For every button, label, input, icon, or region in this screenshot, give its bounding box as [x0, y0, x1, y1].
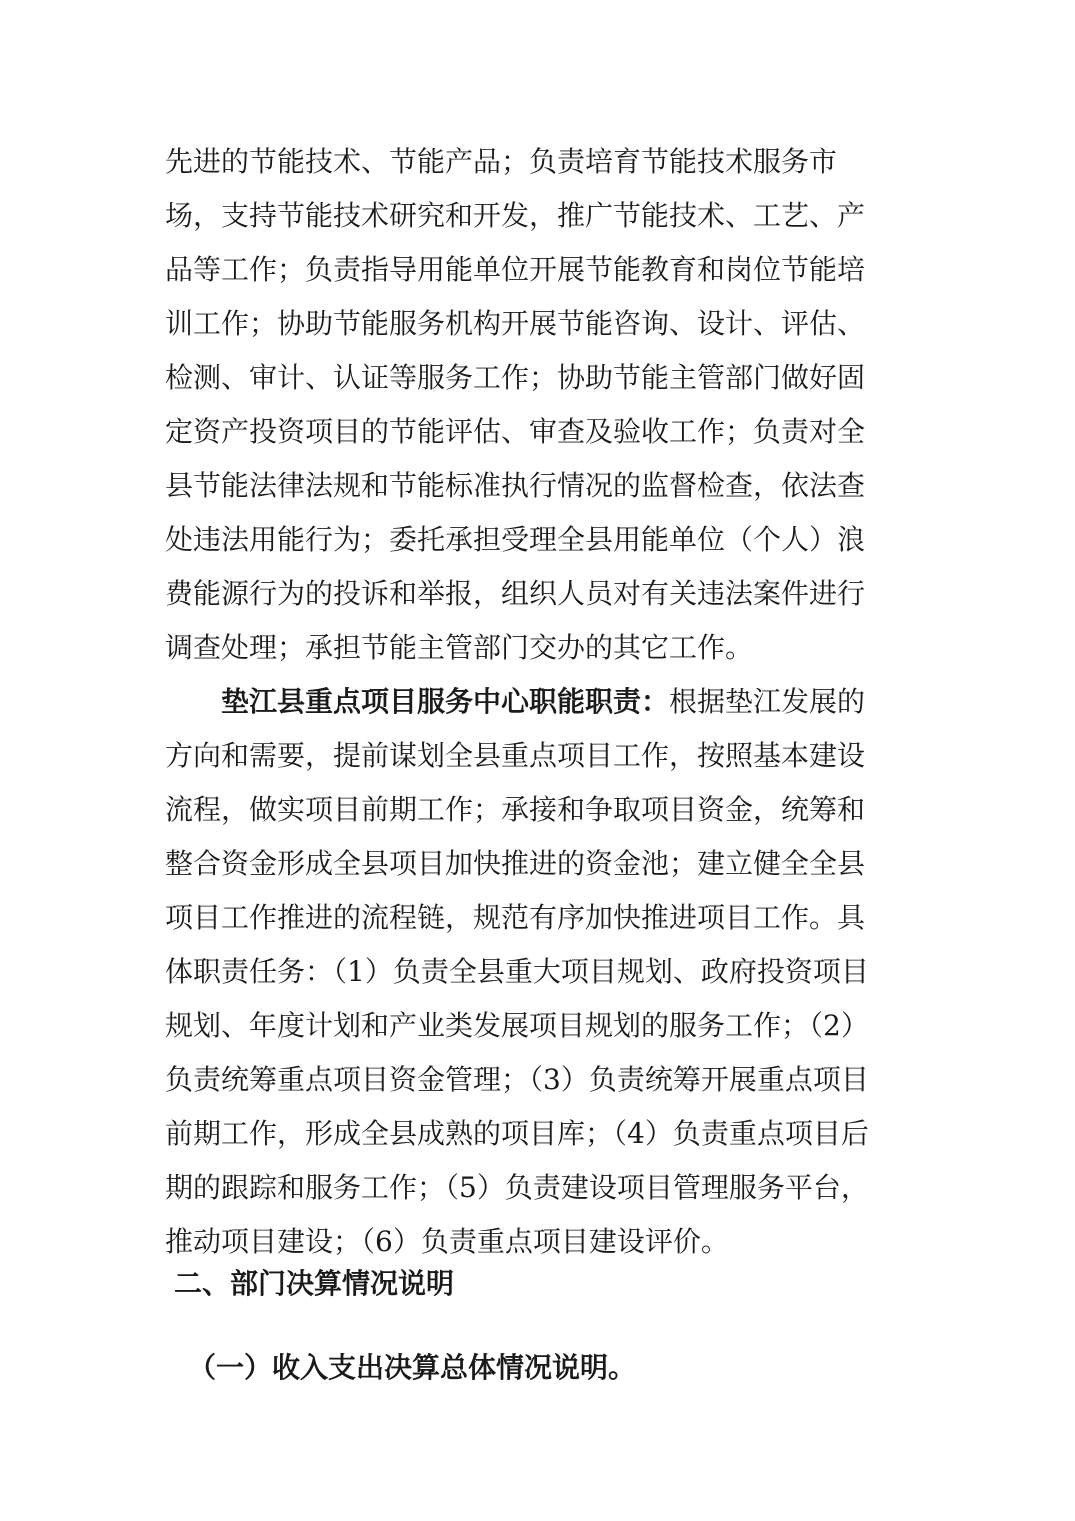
text-line: 检测、审计、认证等服务工作；协助节能主管部门做好固 — [165, 361, 866, 394]
text-line: 定资产投资项目的节能评估、审查及验收工作；负责对全 — [165, 415, 866, 448]
text-line: 调查处理；承担节能主管部门交办的其它工作。 — [165, 631, 754, 664]
text-line: 体职责任务：（1）负责全县重大项目规划、政府投资项目 — [165, 955, 869, 988]
text-line: 费能源行为的投诉和举报，组织人员对有关违法案件进行 — [165, 577, 866, 610]
text-line: 项目工作推进的流程链，规范有序加快推进项目工作。具 — [165, 901, 866, 934]
text-line: 规划、年度计划和产业类发展项目规划的服务工作；（2） — [165, 1009, 869, 1042]
text-line: 负责统筹重点项目资金管理；（3）负责统筹开展重点项目 — [165, 1063, 869, 1096]
text-line: 整合资金形成全县项目加快推进的资金池；建立健全全县 — [165, 847, 866, 880]
subsection-heading: （一）收入支出决算总体情况说明。 — [188, 1351, 637, 1384]
text-line: 前期工作，形成全县成熟的项目库；（4）负责重点项目后 — [165, 1117, 869, 1150]
text-line: 场，支持节能技术研究和开发，推广节能技术、工艺、产 — [165, 199, 866, 232]
text-line: 训工作；协助节能服务机构开展节能咨询、设计、评估、 — [165, 307, 866, 340]
text-line: 县节能法律法规和节能标准执行情况的监督检查，依法查 — [165, 469, 866, 502]
text-line: 品等工作；负责指导用能单位开展节能教育和岗位节能培 — [165, 253, 866, 286]
text-line: 推动项目建设；（6）负责重点项目建设评价。 — [165, 1225, 729, 1258]
text-line: 先进的节能技术、节能产品；负责培育节能技术服务市 — [165, 145, 838, 178]
text-line: 流程，做实项目前期工作；承接和争取项目资金，统筹和 — [165, 793, 866, 826]
text-line — [221, 685, 865, 719]
text-run: 根据垫江发展的 — [669, 685, 866, 718]
text-line: 处违法用能行为；委托承担受理全县用能单位（个人）浪 — [165, 523, 866, 556]
bold-lead: 垫江县重点项目服务中心职能职责： — [221, 685, 670, 718]
text-line: 期的跟踪和服务工作；（5）负责建设项目管理服务平台， — [165, 1171, 869, 1204]
section-heading: 二、部门决算情况说明 — [174, 1267, 455, 1300]
text-line: 方向和需要，提前谋划全县重点项目工作，按照基本建设 — [165, 739, 866, 772]
